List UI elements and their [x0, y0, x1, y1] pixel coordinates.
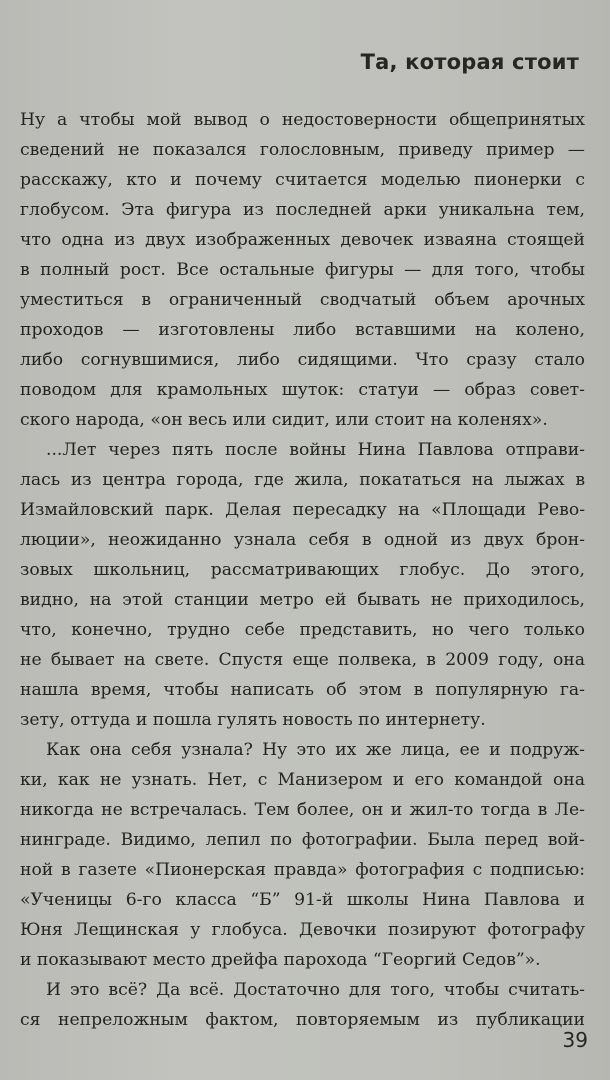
text-line: расскажу, кто и почему считается моделью пионерки с: [20, 170, 585, 190]
text-line: уместиться в ограниченный сводчатый объем арочных: [20, 290, 585, 310]
text-line: нинграде. Видимо, лепил по фотографии. Была перед вой-: [20, 830, 585, 850]
page-number: 39: [562, 1028, 588, 1052]
text-line: никогда не встречалась. Тем более, он и жил-то тогда в Ле-: [20, 800, 585, 820]
text-line: что, конечно, трудно себе представить, но чего только: [20, 620, 585, 640]
text-line: проходов — изготовлены либо вставшими на колено,: [20, 320, 585, 340]
text-line: Юня Лещинская у глобуса. Девочки позируют фотографу: [20, 920, 585, 940]
text-line: сведений не показался голословным, приведу пример —: [20, 140, 585, 160]
text-line: люции», неожиданно узнала себя в одной из двух брон-: [20, 530, 585, 550]
text-line: Как она себя узнала? Ну это их же лица, ее и подруж-: [46, 740, 585, 760]
text-line: Измайловский парк. Делая пересадку на «Площади Рево-: [20, 500, 585, 520]
text-line: нашла время, чтобы написать об этом в популярную га-: [20, 680, 585, 700]
text-line: ки, как не узнать. Нет, с Манизером и его командой она: [20, 770, 585, 790]
text-line: ной в газете «Пионерская правда» фотография с подписью:: [20, 860, 585, 880]
text-line: И это всё? Да всё. Достаточно для того, чтобы считать-: [46, 980, 585, 1000]
text-line: не бывает на свете. Спустя еще полвека, в 2009 году, она: [20, 650, 585, 670]
text-line: лась из центра города, где жила, покататься на лыжах в: [20, 470, 585, 490]
text-line: глобусом. Эта фигура из последней арки уникальна тем,: [20, 200, 585, 220]
text-line: что одна из двух изображенных девочек изваяна стоящей: [20, 230, 585, 250]
text-line: зету, оттуда и пошла гулять новость по интернету.: [20, 710, 486, 730]
text-line: и показывают место дрейфа парохода “Георгий Седов”».: [20, 950, 541, 970]
running-head: Та, которая стоит: [360, 50, 579, 74]
text-line: зовых школьниц, рассматривающих глобус. До этого,: [20, 560, 585, 580]
text-line: ского народа, «он весь или сидит, или стоит на коленях».: [20, 410, 548, 430]
body-text: [20, 105, 585, 1035]
text-line: ...Лет через пять после войны Нина Павлова отправи-: [46, 440, 585, 460]
text-line: ся непреложным фактом, повторяемым из публикации: [20, 1010, 585, 1030]
text-line: «Ученицы 6-го класса “Б” 91-й школы Нина Павлова и: [20, 890, 585, 910]
text-line: поводом для крамольных шуток: статуи — образ совет-: [20, 380, 585, 400]
text-line: Ну а чтобы мой вывод о недостоверности общепринятых: [20, 110, 585, 130]
text-line: видно, на этой станции метро ей бывать не приходилось,: [20, 590, 585, 610]
text-line: либо согнувшимися, либо сидящими. Что сразу стало: [20, 350, 585, 370]
text-line: в полный рост. Все остальные фигуры — для того, чтобы: [20, 260, 585, 280]
